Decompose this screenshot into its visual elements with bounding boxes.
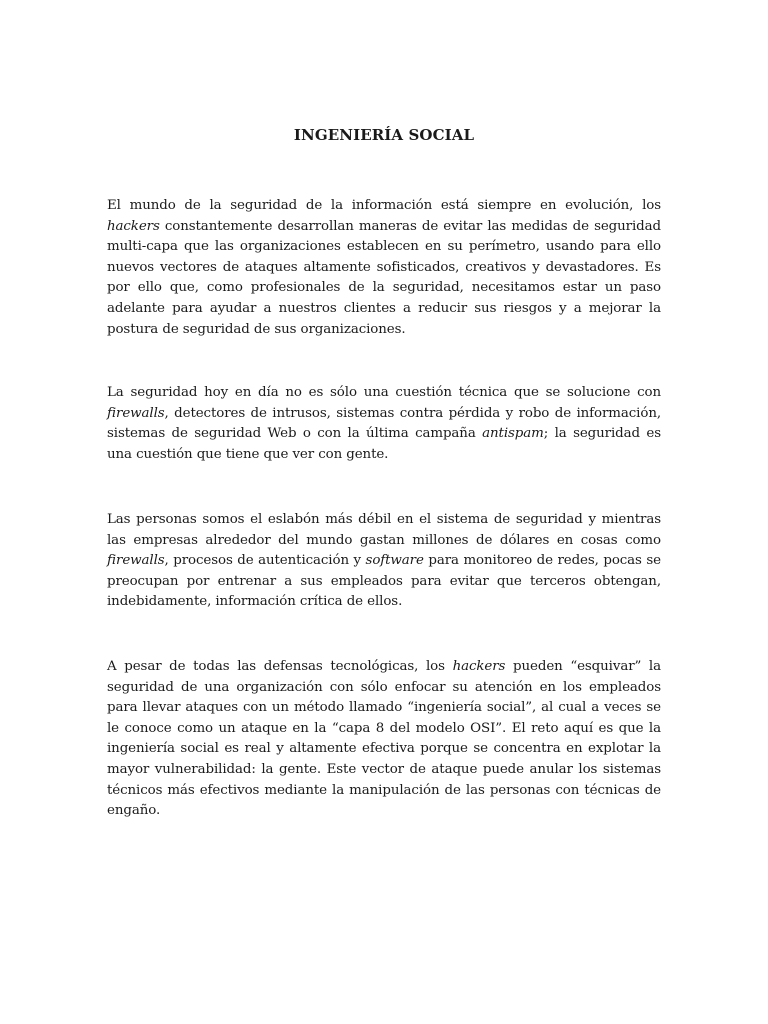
paragraph-3 (107, 510, 661, 613)
paragraph-4-italic-hackers: hackers (452, 659, 506, 674)
paragraph-2-text-3: ; la seguridad es una cuestión que tiene que ver con gente. (107, 426, 661, 462)
paragraph-1-italic-hackers: hackers (107, 218, 160, 234)
paragraph-4-text-1: A pesar de todas las defensas tecnológicas, los (107, 659, 453, 674)
page-title: INGENIERÍA SOCIAL (293, 126, 475, 144)
paragraph-3-text-2: , procesos de autenticación y (164, 553, 366, 569)
paragraph-2-italic-firewalls: firewalls (107, 405, 165, 421)
paragraph-1 (107, 196, 661, 340)
paragraph-3-italic-firewalls: firewalls (107, 553, 165, 569)
paragraph-3-text-1: Las personas somos el eslabón más débil en el sistema de seguridad y mientras las empresas alrededor del mundo gastan millones de dólares en cosas como (107, 512, 661, 548)
paragraph-4-text-2: pueden “esquivar” la seguridad de una organización con sólo enfocar su atención en los empleados para llevar ataques con un método llamado “ingeniería social”, al cual a veces se le conoce como un ataque en la “capa 8 del modelo OSI”. El reto aquí es que la ingeniería social es real y altamente efectiva porque se concentra en explotar la mayor vulnerabilidad: la gente. Este vector de ataque puede anular los sistemas técnicos más efectivos mediante la manipulación de las personas con técnicas de engaño. (107, 659, 662, 819)
paragraph-2 (107, 383, 661, 465)
paragraph-2-text-1: La seguridad hoy en día no es sólo una cuestión técnica que se solucione con (107, 385, 661, 400)
paragraph-2-text-2: , detectores de intrusos, sistemas contra pérdida y robo de información, sistemas de seguridad Web o con la última campaña (107, 405, 661, 442)
paragraph-2-italic-antispam: antispam (482, 426, 544, 442)
paragraph-4 (107, 657, 661, 822)
paragraph-1-text-1: El mundo de la seguridad de la información está siempre en evolución, los (107, 198, 661, 213)
paragraph-3-text-3: para monitoreo de redes, pocas se preocupan por entrenar a sus empleados para evitar que terceros obtengan, indebidamente, información crítica de ellos. (107, 553, 661, 610)
paragraph-3-italic-software: software (365, 553, 424, 569)
paragraph-1-text-2: constantemente desarrollan maneras de evitar las medidas de seguridad multi-capa que las organizaciones establecen en su perímetro, usando para ello nuevos vectores de ataques altamente sofisticados, creativos y devastadores. Es por ello que, como profesionales de la seguridad, necesitamos estar un paso adelante para ayudar a nuestros clientes a reducir sus riesgos y a mejorar la postura de seguridad de sus organizaciones. (107, 218, 661, 337)
